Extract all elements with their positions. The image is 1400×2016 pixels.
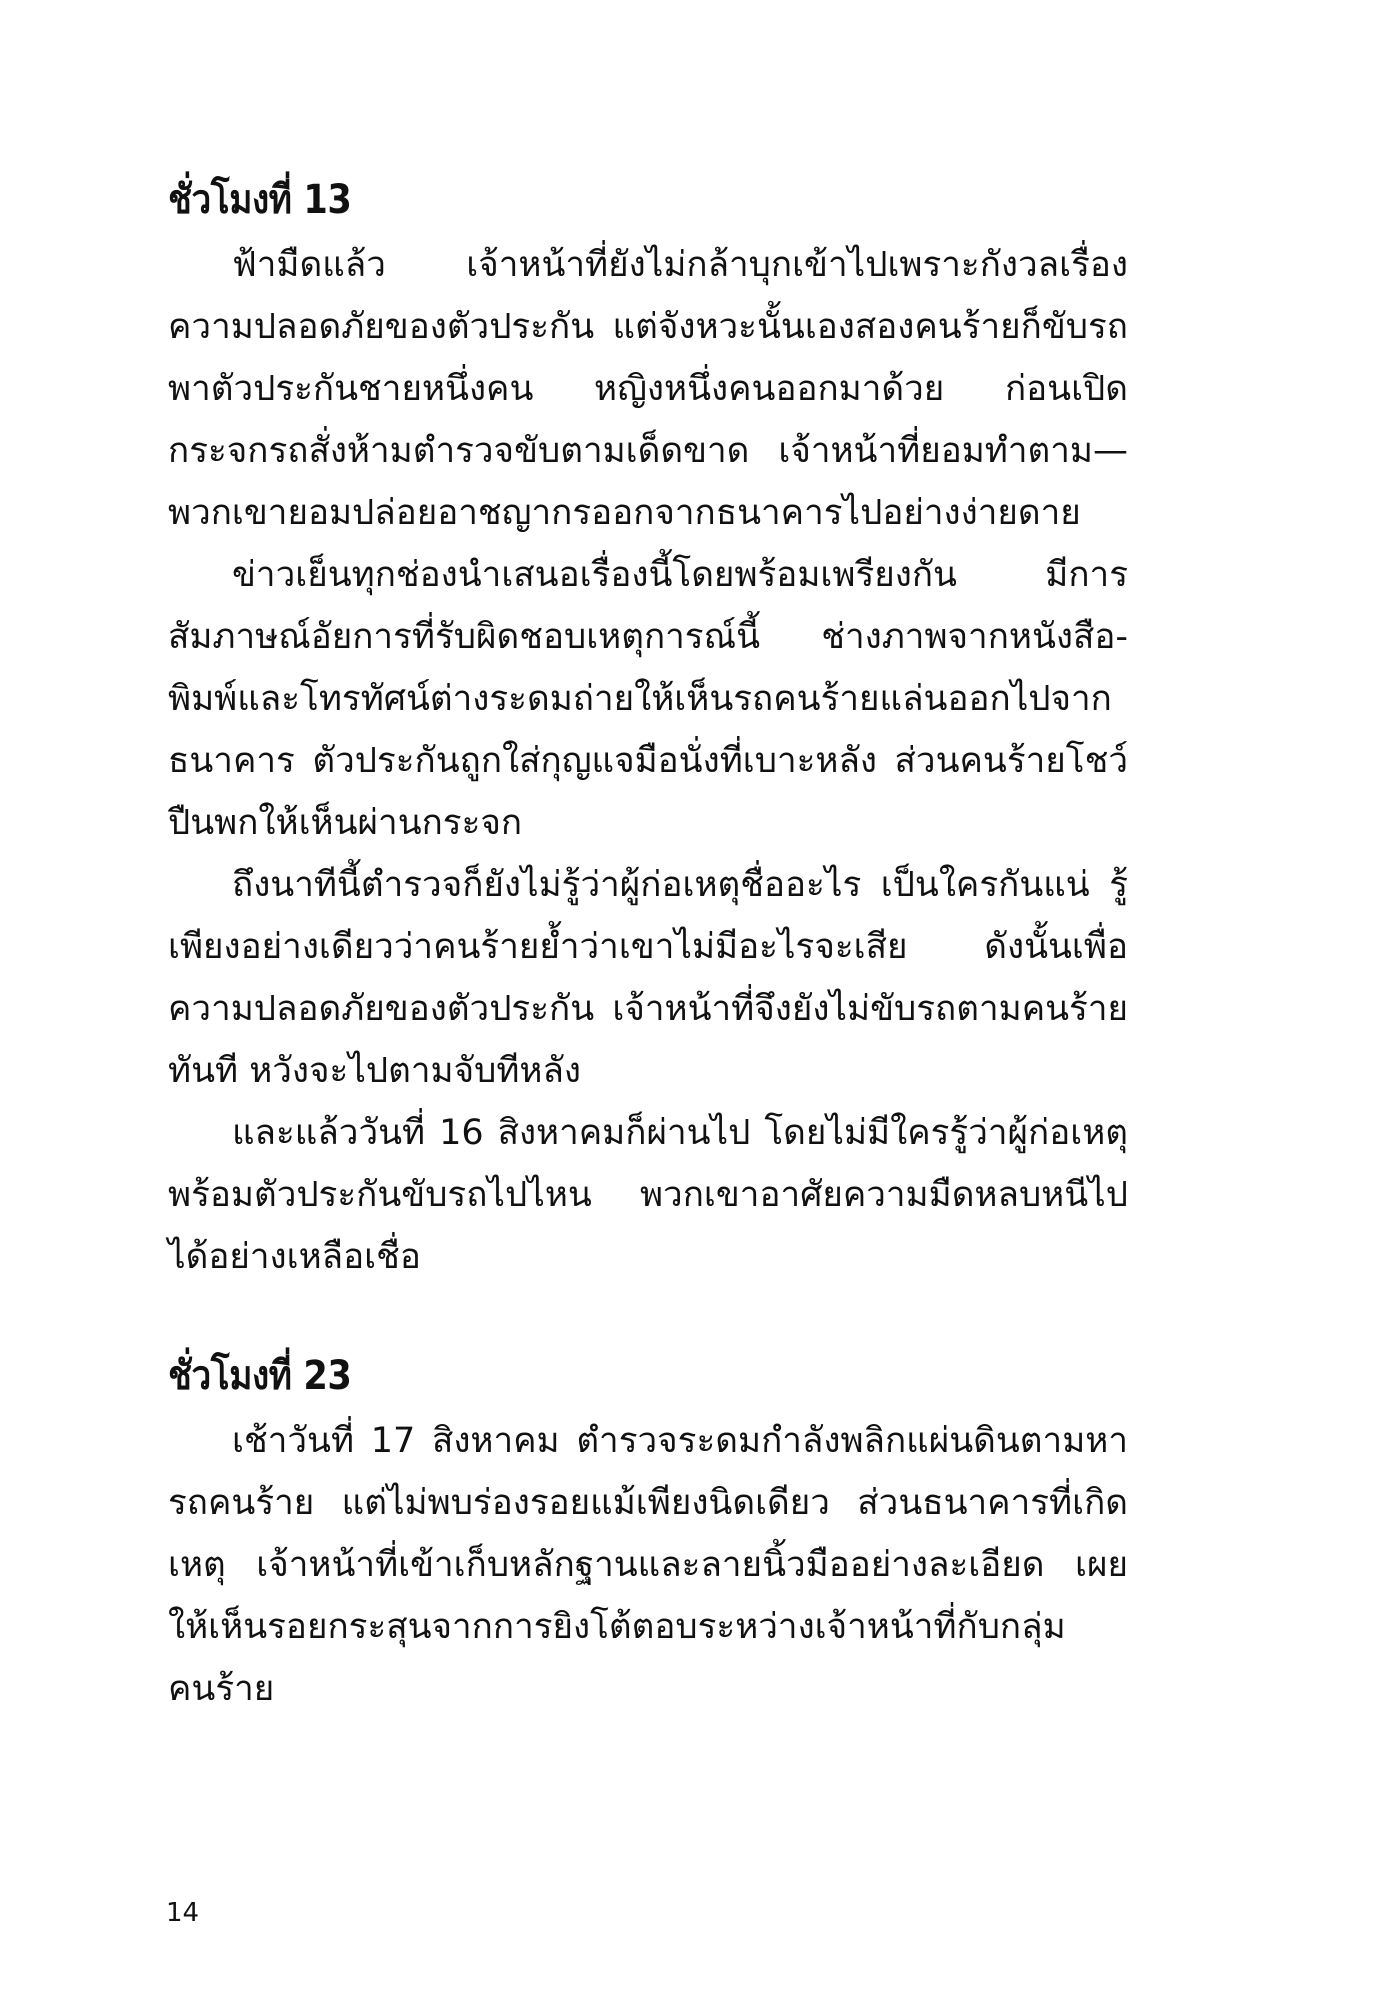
paragraph: เช้าวันที่ 17 สิงหาคม ตำรวจระดมกำลังพลิกแผ่นดินตามหารถคนร้าย แต่ไม่พบร่องรอยแม้เพียงนิดเดียว ส่วนธนาคารที่เกิดเหตุ เจ้าหน้าที่เข้าเก็บหลักฐานและลายนิ้วมืออย่างละเอียด เผยให้เห็นรอยกระสุนจากการยิงโต้ตอบระหว่างเจ้าหน้าที่กับกลุ่มคนร้าย: [168, 1421, 1128, 1709]
page-body: [168, 170, 1128, 1720]
paragraph: ฟ้ามืดแล้ว เจ้าหน้าที่ยังไม่กล้าบุกเข้าไปเพราะกังวลเรื่องความปลอดภัยของตัวประกัน แต่จังหวะนั้นเองสองคนร้ายก็ขับรถพาตัวประกันชายหนึ่งคน หญิงหนึ่งคนออกมาด้วย ก่อนเปิดกระจกรถสั่งห้ามตำรวจขับตามเด็ดขาด เจ้าหน้าที่ยอมทำตาม—พวกเขายอมปล่อยอาชญากรออกจากธนาคารไปอย่างง่ายดาย: [168, 245, 1128, 533]
paragraph: ข่าวเย็นทุกช่องนำเสนอเรื่องนี้โดยพร้อมเพรียงกัน มีการสัมภาษณ์อัยการที่รับผิดชอบเหตุการณ์นี้ ช่างภาพจากหนังสือ-พิมพ์และโทรทัศน์ต่างระดมถ่ายให้เห็นรถคนร้ายแล่นออกไปจากธนาคาร ตัวประกันถูกใส่กุญแจมือนั่งที่เบาะหลัง ส่วนคนร้ายโชว์ปืนพกให้เห็นผ่านกระจก: [168, 555, 1128, 843]
section-heading: ชั่วโมงที่ 23: [168, 1353, 352, 1399]
paragraph: ถึงนาทีนี้ตำรวจก็ยังไม่รู้ว่าผู้ก่อเหตุชื่ออะไร เป็นใครกันแน่ รู้เพียงอย่างเดียวว่าคนร้ายย้ำว่าเขาไม่มีอะไรจะเสีย ดังนั้นเพื่อความปลอดภัยของตัวประกัน เจ้าหน้าที่จึงยังไม่ขับรถตามคนร้ายทันที หวังจะไปตามจับทีหลัง: [168, 865, 1128, 1091]
section-heading: ชั่วโมงที่ 13: [168, 177, 352, 223]
page-number: 14: [166, 1898, 200, 1928]
paragraph: และแล้ววันที่ 16 สิงหาคมก็ผ่านไป โดยไม่มีใครรู้ว่าผู้ก่อเหตุพร้อมตัวประกันขับรถไปไหน พวกเขาอาศัยความมืดหลบหนีไปได้อย่างเหลือเชื่อ: [168, 1113, 1128, 1277]
